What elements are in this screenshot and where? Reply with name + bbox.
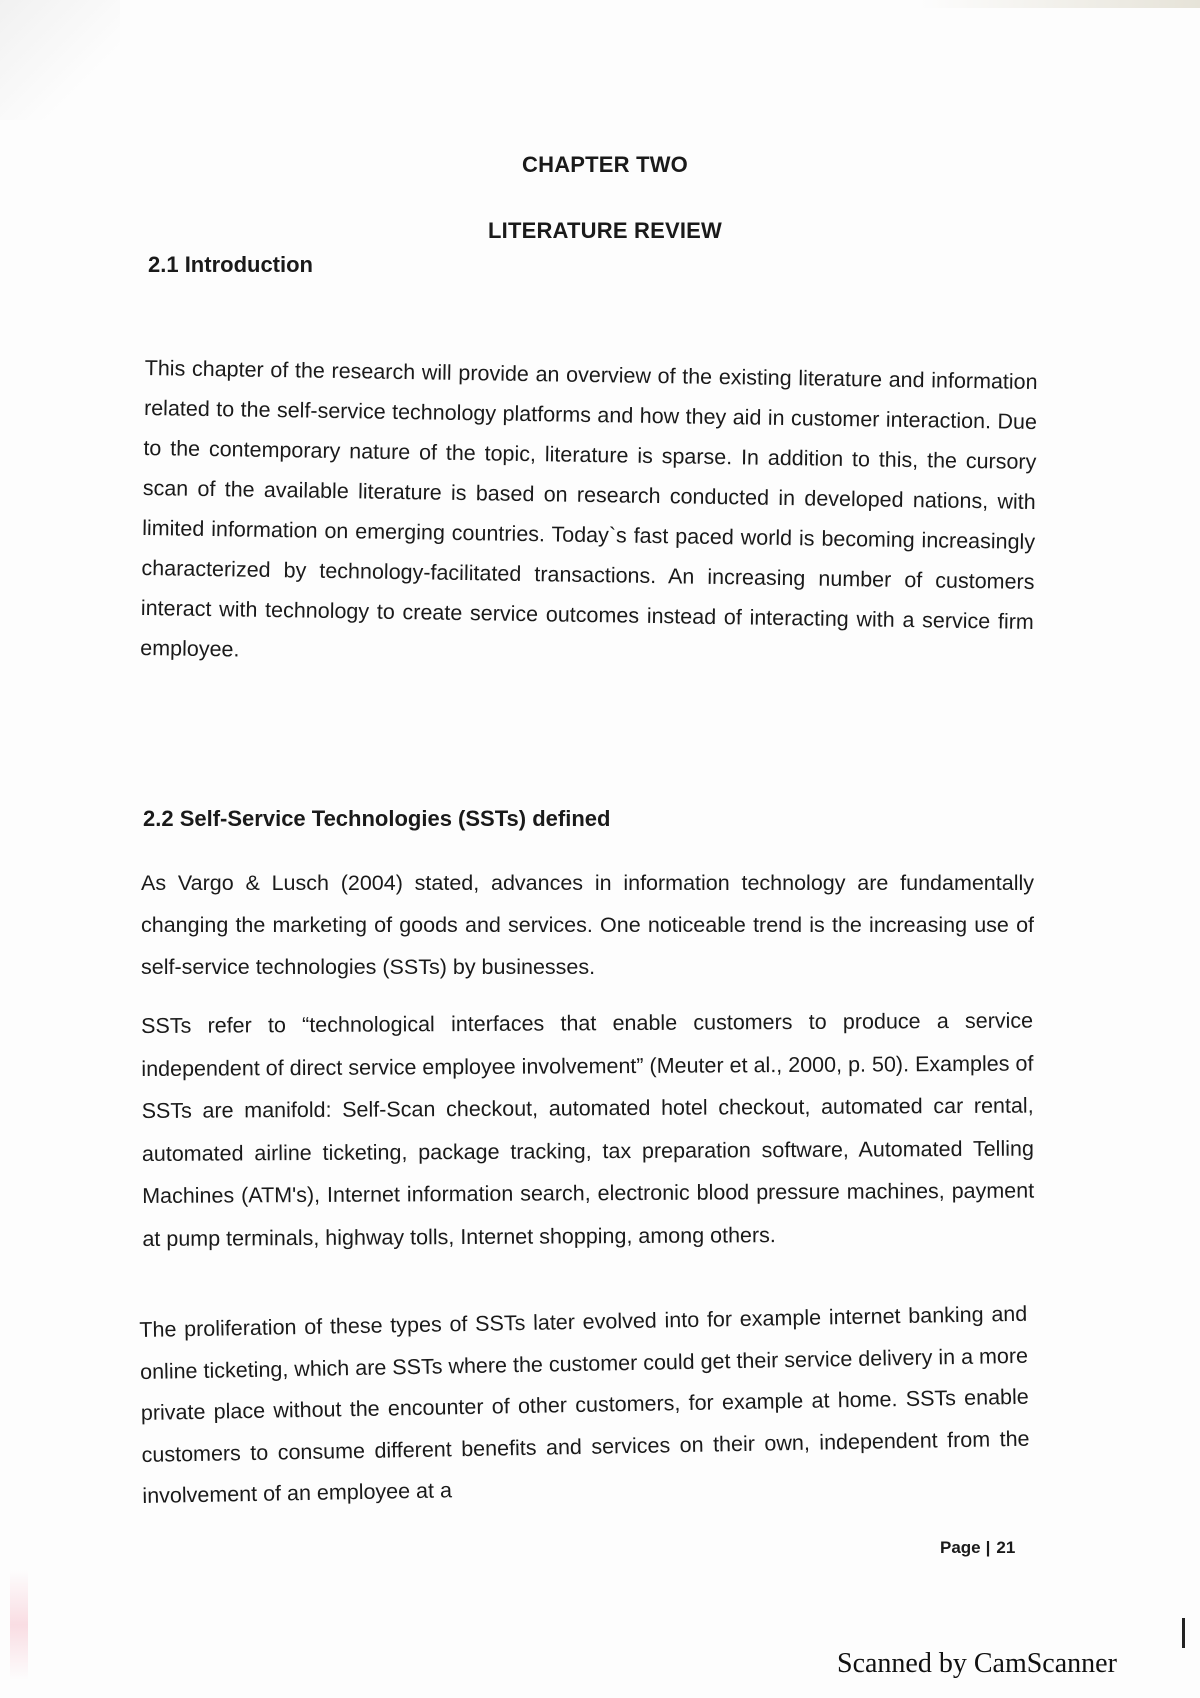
section-heading-introduction: 2.1 Introduction: [148, 252, 313, 277]
scan-margin-mark: [10, 1570, 28, 1680]
paragraph-sst-proliferation: The proliferation of these types of SSTs later evolved into for example internet banking and online ticketing, which are SSTs where the customer could get their service delivery in a more private place without the encounter of other customers, for example at home. SSTs enable customers to consume different benefits and services on their own, independent from the involvement of an employee at a: [139, 1301, 1030, 1508]
scan-edge-mark: [1182, 1618, 1185, 1648]
paragraph-sst-examples: SSTs refer to “technological interfaces that enable customers to produce a service independent of direct service employee involvement” (Meuter et al., 2000, p. 50). Examples of SSTs are manifold: Self-Scan checkout, automated hotel checkout, automated car rental, automated airline ticketing, package tracking, tax preparation software, Automated Telling Machines (ATM's), Internet information search, electronic blood pressure machines, payment at pump terminals, highway tolls, Internet shopping, among others.: [141, 1008, 1035, 1251]
page-number: [940, 1538, 1015, 1558]
page-number-value: 21: [996, 1538, 1016, 1557]
paragraph-introduction: This chapter of the research will provide an overview of the existing literature and information related to the self-service technology platforms and how they aid in customer interaction. Due to the contemporary nature of the topic, literature is sparse. In addition to this, the cursory scan of the available literature is based on research conducted in developed nations, with limited information on emerging countries. Today`s fast paced world is becoming increasingly characterized by technology-facilitated transactions. An increasing number of customers interact with technology to create service outcomes instead of interacting with a service firm employee.: [140, 355, 1038, 662]
page-label: Page: [940, 1538, 981, 1557]
scan-corner-shadow: [0, 0, 120, 120]
scan-top-edge: [920, 0, 1200, 8]
scanner-watermark: Scanned by CamScanner: [837, 1648, 1117, 1679]
chapter-subtitle: LITERATURE REVIEW: [488, 218, 722, 243]
chapter-title: CHAPTER TWO: [522, 152, 688, 177]
paragraph-vargo-lusch: As Vargo & Lusch (2004) stated, advances in information technology are fundamentally changing the marketing of goods and services. One noticeable trend is the increasing use of self-service technologies (SSTs) by businesses.: [141, 871, 1034, 979]
section-heading-sst-defined: 2.2 Self-Service Technologies (SSTs) defined: [143, 806, 611, 831]
page-separator: |: [985, 1538, 991, 1557]
